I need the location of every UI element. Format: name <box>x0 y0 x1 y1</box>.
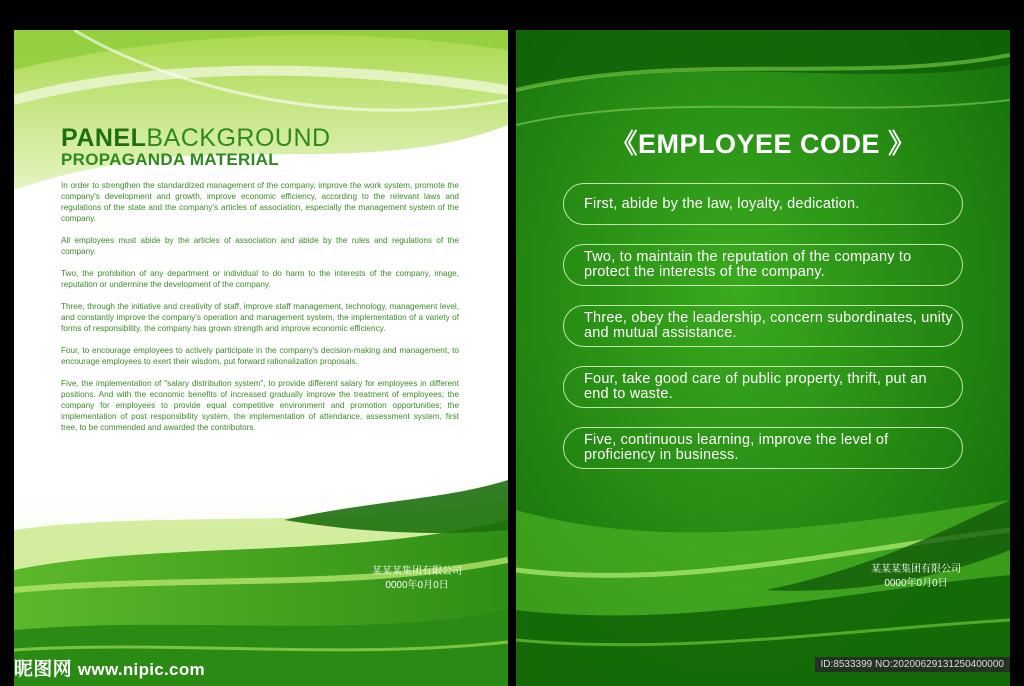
code-item-text: Five, continuous learning, improve the level of proficiency in business. <box>584 432 889 463</box>
code-item-text: Three, obey the leadership, concern subordinates, unity and mutual assistance. <box>584 310 953 341</box>
paragraph: In order to strengthen the standardized management of the company, improve the work system, promote the company's development and growth, improve economic efficiency, according to the relevant laws and regulations of the state and the company's articles of association, especially the management system of the company. <box>61 181 459 223</box>
company-date: 0000年0月0日 <box>884 578 948 589</box>
image-id-tag: ID:8533399 NO:20200629131250400000 <box>815 657 1011 672</box>
watermark-site: www.nipic.com <box>77 660 205 679</box>
watermark-logo: 昵图网 <box>14 659 72 680</box>
code-item <box>563 366 963 408</box>
employee-code-title: 《EMPLOYEE CODE 》 <box>610 129 916 159</box>
body-text <box>61 180 459 444</box>
paragraph: Two, the prohibition of any department or individual to do harm to the interests of the company, image, reputation or undermine the development of the company. <box>61 269 459 289</box>
company-name: 某某某集团有限公司 <box>871 564 961 575</box>
code-item <box>563 305 963 347</box>
company-date: 0000年0月0日 <box>385 580 449 591</box>
title-rest-word: BACKGROUND <box>146 124 331 152</box>
code-item-text: First, abide by the law, loyalty, dedication. <box>584 195 860 212</box>
paragraph: Four, to encourage employees to actively participate in the company's decision-making and management, to encourage employees to exert their wisdom, put forward rationalization proposals. <box>61 346 459 366</box>
code-item-text: Four, take good care of public property, thrift, put an end to waste. <box>584 371 927 402</box>
code-item <box>563 183 963 225</box>
right-flyer-panel <box>516 30 1010 686</box>
panel-subtitle: PROPAGANDA MATERIAL <box>61 150 279 169</box>
paragraph: All employees must abide by the articles of association and abide by the rules and regulations of the company. <box>61 236 459 256</box>
code-item <box>563 244 963 286</box>
company-info <box>836 563 996 591</box>
panel-title <box>61 124 331 152</box>
company-info <box>337 565 497 593</box>
company-name: 某某某集团有限公司 <box>372 566 462 577</box>
code-item-text: Two, to maintain the reputation of the company to protect the interests of the company. <box>584 249 912 280</box>
title-bold-word: PANEL <box>61 124 147 152</box>
site-watermark <box>14 654 205 681</box>
left-flyer-panel <box>14 30 508 686</box>
code-item <box>563 427 963 469</box>
paragraph: Five, the implementation of "salary distribution system", to provide different salary for employees in different positions. And with the economic benefits of increased gradually improve the treatment of employees; the company for employees to provide equal competitive environment and promotion opportunities; the implementation of post responsibility system, the implementation of attendance, assessment system, first tree, to be commended and awarded the contributors. <box>61 379 459 432</box>
paragraph: Three, through the initiative and creativity of staff, improve staff management, technology, management level, and constantly improve the company's operation and management system, the implementation of a variety of forms of responsibility, the company has grown strength and improve economic efficiency. <box>61 302 459 333</box>
